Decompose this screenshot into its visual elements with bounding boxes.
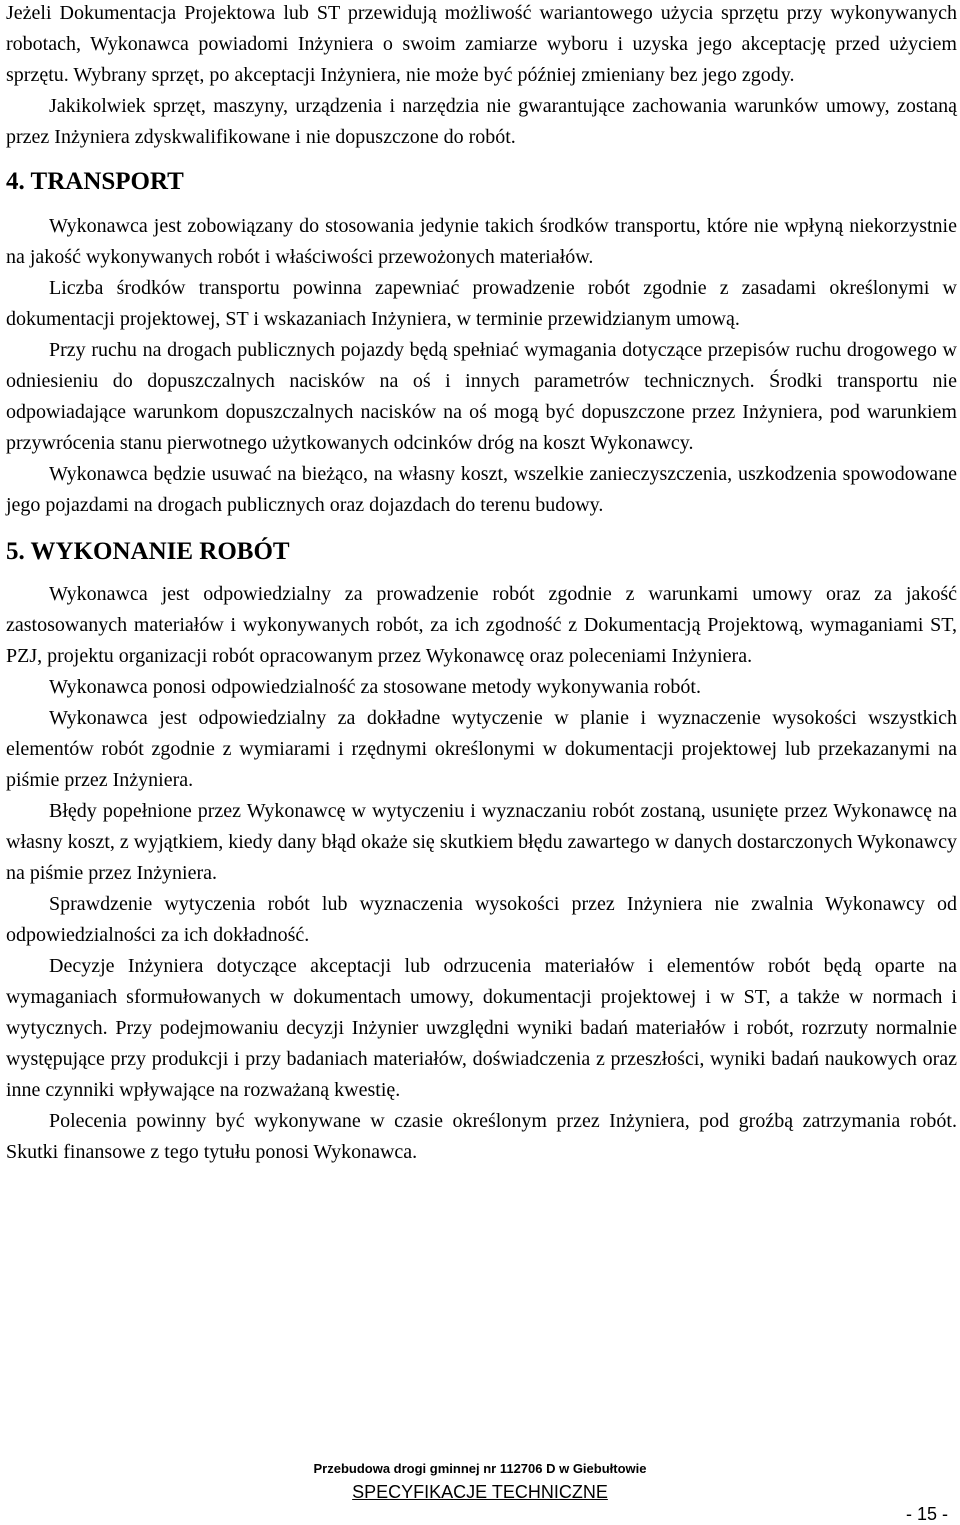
transport-paragraph-4: Wykonawca będzie usuwać na bieżąco, na własny koszt, wszelkie zanieczyszczenia, uszkodzenia spowodowane jego pojazdami na drogach publicznych oraz dojazdach do terenu budowy. [6, 463, 957, 516]
execution-paragraph-2: Wykonawca ponosi odpowiedzialność za stosowane metody wykonywania robót. [49, 676, 701, 698]
execution-paragraph-6: Decyzje Inżyniera dotyczące akceptacji lub odrzucenia materiałów i elementów robót będą oparte na wymaganiach sformułowanych w dokumentach umowy, dokumentacji projektowej i w ST, a także w normach i wytycznych. Przy podejmowaniu decyzji Inżynier uwzględni wyniki badań materiałów i robót, rozrzuty normalnie występujące przy produkcji i przy badaniach materiałów, doświadczenia z przeszłości, wyniki badań naukowych oraz inne czynniki wpływające na rozważaną kwestię. [6, 955, 957, 1101]
execution-paragraph-5: Sprawdzenie wytyczenia robót lub wyznaczenia wysokości przez Inżyniera nie zwalnia Wykonawcy od odpowiedzialności za ich dokładność. [6, 893, 957, 946]
section-heading-wykonanie-robot: 5. WYKONANIE ROBÓT [6, 538, 290, 565]
intro-paragraph-1: Jeżeli Dokumentacja Projektowa lub ST przewidują możliwość wariantowego użycia sprzętu przy wykonywanych robotach, Wykonawca powiadomi Inżyniera o swoim zamiarze wyboru i uzyska jego akceptację przed użyciem sprzętu. Wybrany sprzęt, po akceptacji Inżyniera, nie może być później zmieniany bez jego zgody. [6, 2, 957, 86]
execution-paragraph-7: Polecenia powinny być wykonywane w czasie określonym przez Inżyniera, pod groźbą zatrzymania robót. Skutki finansowe z tego tytułu ponosi Wykonawca. [6, 1110, 957, 1163]
footer-subtitle: SPECYFIKACJE TECHNICZNE [352, 1482, 608, 1502]
execution-paragraph-3: Wykonawca jest odpowiedzialny za dokładne wytyczenie w planie i wyznaczenie wysokości wszystkich elementów robót zgodnie z wymiarami i rzędnymi określonymi w dokumentacji projektowej lub przekazanymi na piśmie przez Inżyniera. [6, 707, 957, 791]
document-body [6, 0, 957, 1168]
transport-paragraph-2: Liczba środków transportu powinna zapewniać prowadzenie robót zgodnie z zasadami określonymi w dokumentacji projektowej, ST i wskazaniach Inżyniera, w terminie przewidzianym umową. [6, 277, 957, 330]
page-number: - 15 - [905, 1504, 948, 1524]
intro-paragraph-2: Jakikolwiek sprzęt, maszyny, urządzenia i narzędzia nie gwarantujące zachowania warunków umowy, zostaną przez Inżyniera zdyskwalifikowane i nie dopuszczone do robót. [6, 95, 957, 148]
execution-paragraph-4: Błędy popełnione przez Wykonawcę w wytyczeniu i wyznaczaniu robót zostaną, usunięte przez Wykonawcę na własny koszt, z wyjątkiem, kiedy dany błąd okaże się skutkiem błędu zawartego w danych dostarczonych Wykonawcy na piśmie przez Inżyniera. [6, 800, 957, 884]
execution-paragraph-1: Wykonawca jest odpowiedzialny za prowadzenie robót zgodnie z warunkami umowy oraz za jakość zastosowanych materiałów i wykonywanych robót, za ich zgodność z Dokumentacją Projektową, wymaganiami ST, PZJ, projektu organizacji robót opracowanym przez Wykonawcę oraz poleceniami Inżyniera. [6, 583, 957, 667]
section-heading-transport: 4. TRANSPORT [6, 168, 184, 195]
footer-project-title: Przebudowa drogi gminnej nr 112706 D w Giebułtowie [313, 1461, 647, 1476]
transport-paragraph-3: Przy ruchu na drogach publicznych pojazdy będą spełniać wymagania dotyczące przepisów ruchu drogowego w odniesieniu do dopuszczalnych nacisków na oś i innych parametrów technicznych. Środki transportu nie odpowiadające warunkom dopuszczalnych nacisków na oś mogą być dopuszczone przez Inżyniera, pod warunkiem przywrócenia stanu pierwotnego użytkowanych odcinków dróg na koszt Wykonawcy. [6, 339, 957, 454]
transport-paragraph-1: Wykonawca jest zobowiązany do stosowania jedynie takich środków transportu, które nie wpłyną niekorzystnie na jakość wykonywanych robót i właściwości przewożonych materiałów. [6, 215, 957, 268]
